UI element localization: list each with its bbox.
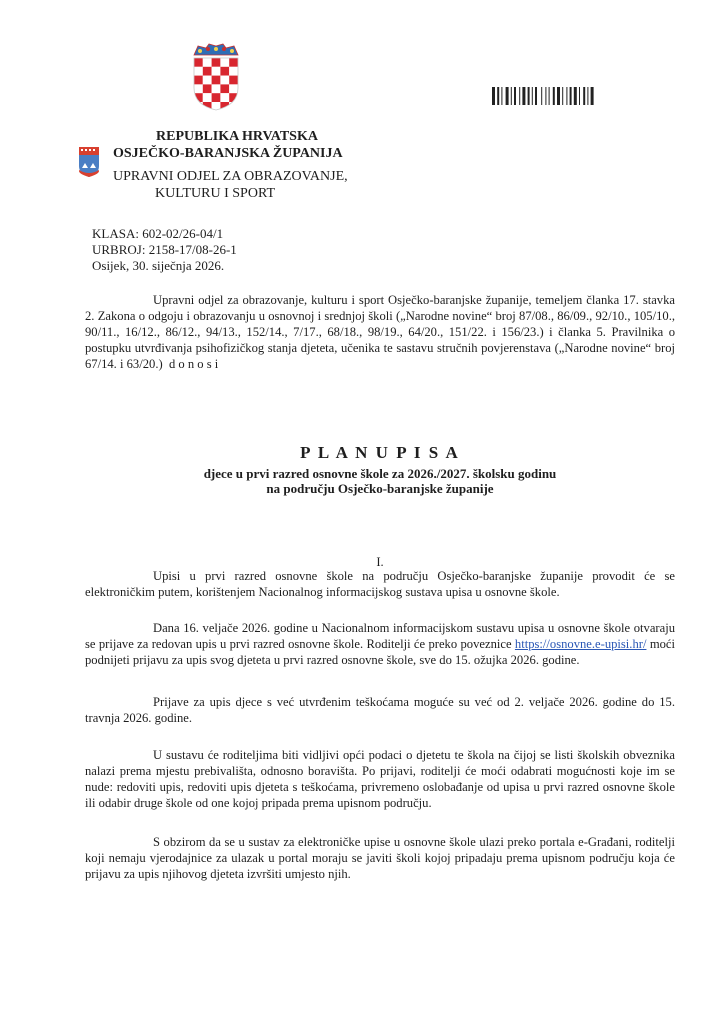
checker-square [229, 58, 238, 67]
barcode-bar [528, 87, 530, 105]
checker-square [203, 67, 212, 76]
paragraph-difficulties [85, 694, 675, 726]
barcode-bar [549, 87, 550, 105]
paragraph-system-options [85, 747, 675, 811]
checker-square [220, 67, 229, 76]
preamble-text: Upravni odjel za obrazovanje, kulturu i sport Osječko-baranjske županije, temeljem članka 17. stavka 2. Zakona o odgoju i obrazovanju u osnovnoj i srednjoj školi („Narodne novine“ broj 87/08., 86/09., 92/10., 105/10., 90/11., 16/12., 86/12., 94/13., 152/14., 7/17., 68/18., 98/19., 64/20., 151/22. i 156/23.) i članka 5. Pravilnika o postupku utvrđivanja psihofizičkog stanja djeteta, učenika te sastavu stručnih povjerenstava („Narodne novine“ broj 67/14. i 63/20.) [85, 293, 675, 371]
urbroj: URBROJ: 2158-17/08-26-1 [92, 242, 237, 257]
checker-square [194, 58, 203, 67]
barcode-bar [535, 87, 537, 105]
barcode-bar [532, 87, 533, 105]
checker-square [212, 67, 221, 76]
checker-square [229, 67, 238, 76]
barcode-bar [574, 87, 577, 105]
department-line-2: KULTURU I SPORT [155, 186, 275, 201]
checker-square [203, 93, 212, 102]
barcode-bar [514, 87, 516, 105]
barcode-bar [562, 87, 563, 105]
document-title: P L A N U P I S A [300, 443, 460, 462]
checker-square [229, 84, 238, 93]
barcode-bar [519, 87, 520, 105]
paragraph-text: U sustavu će roditeljima biti vidljivi opći podaci o djetetu te škola na čijoj se listi školskih obveznika nalazi prema mjestu prebivališta, odnosno boravišta. Po prijavi, roditelji će moći odabrati mogućnosti koje im se nude: redoviti upis, redoviti upis djeteta s teškoćama, privremeno oslobađanje od upisa u prvi razred osnovne škole ili odabir druge škole od one kojoj pripada prema upisnom području. [85, 748, 675, 810]
department-line-1: UPRAVNI ODJEL ZA OBRAZOVANJE, [113, 169, 348, 184]
barcode-bar [557, 87, 560, 105]
paragraph-e-gradani [85, 834, 675, 882]
checker-square [203, 58, 212, 67]
paragraph-text: Dana 16. veljače 2026. godine u Nacionalnom informacijskom sustavu upisa u osnovne škole otvaraju se prijave za redovan upis u prvi razred osnovne škole. Roditelji će preko poveznice [85, 621, 675, 651]
paragraph-text: S obzirom da se u sustav za elektroničke upise u osnovne škole ulazi preko portala e-Građani, roditelji koji nemaju vjerodajnice za ulazak u portal moraju se javiti školi kojoj pripadaju prema upisnom području koja će prijavu za upis njihovog djeteta izvršiti umjesto njih. [85, 835, 675, 881]
checker-square [194, 84, 203, 93]
checker-square [194, 67, 203, 76]
county-emblem-icon [78, 146, 100, 178]
barcode-bar [497, 87, 499, 105]
checker-square [203, 84, 212, 93]
barcode-bar [522, 87, 525, 105]
barcode-bar [579, 87, 580, 105]
place-date: Osijek, 30. siječnja 2026. [92, 258, 225, 273]
barcode-bar [511, 87, 512, 105]
paragraph-text: Upisi u prvi razred osnovne škole na području Osječko-baranjske županije provodit će se elektroničkim putem, korištenjem Nacionalnog informacijskog sustava upisa u osnovne škole. [85, 569, 675, 599]
paragraph-text: moći podnijeti prijavu za upis svog djeteta u prvi razred osnovne škole, sve do 15. ožujka 2026. godine. [85, 637, 675, 667]
section-number: I. [376, 555, 384, 569]
checker-square [212, 84, 221, 93]
barcode-icon [492, 87, 623, 105]
barcode-bar [591, 87, 594, 105]
checker-square [212, 58, 221, 67]
county-name: OSJEČKO-BARANJSKA ŽUPANIJA [113, 146, 343, 161]
preamble-verb: d o n o s i [168, 357, 219, 371]
document-subtitle-2: na području Osječko-baranjske županije [266, 481, 494, 496]
checker-square [212, 93, 221, 102]
barcode-bar [587, 87, 588, 105]
paragraph-text: Prijave za upis djece s već utvrđenim teškoćama moguće su već od 2. veljače 2026. godine do 15. travnja 2026. godine. [85, 695, 675, 725]
checker-square [220, 93, 229, 102]
croatian-coat-of-arms-icon [192, 43, 240, 111]
checker-square [220, 58, 229, 67]
barcode-bar [553, 87, 555, 105]
paragraph-dates [85, 620, 675, 668]
paragraph-electronic-enrolment [85, 568, 675, 600]
republic-name: REPUBLIKA HRVATSKA [156, 129, 318, 144]
checker-square [220, 102, 229, 111]
checker-square [229, 76, 238, 85]
barcode-bar [566, 87, 567, 105]
checker-square [220, 84, 229, 93]
barcode-bar [501, 87, 502, 105]
barcode-bar [492, 87, 495, 105]
document-subtitle-1: djece u prvi razred osnovne škole za 2026./2027. školsku godinu [203, 466, 557, 481]
checker-square [203, 102, 212, 111]
barcode-bar [545, 87, 546, 105]
barcode-bar [541, 87, 542, 105]
barcode-bar [583, 87, 585, 105]
checker-square [194, 76, 203, 85]
checker-square [203, 76, 212, 85]
barcode-bar [570, 87, 572, 105]
checker-square [220, 76, 229, 85]
e-upisi-link[interactable]: https://osnovne.e-upisi.hr/ [514, 637, 647, 651]
barcode-bar [506, 87, 509, 105]
klasa: KLASA: 602-02/26-04/1 [92, 226, 224, 241]
checker-square [212, 76, 221, 85]
preamble-paragraph [85, 292, 675, 372]
